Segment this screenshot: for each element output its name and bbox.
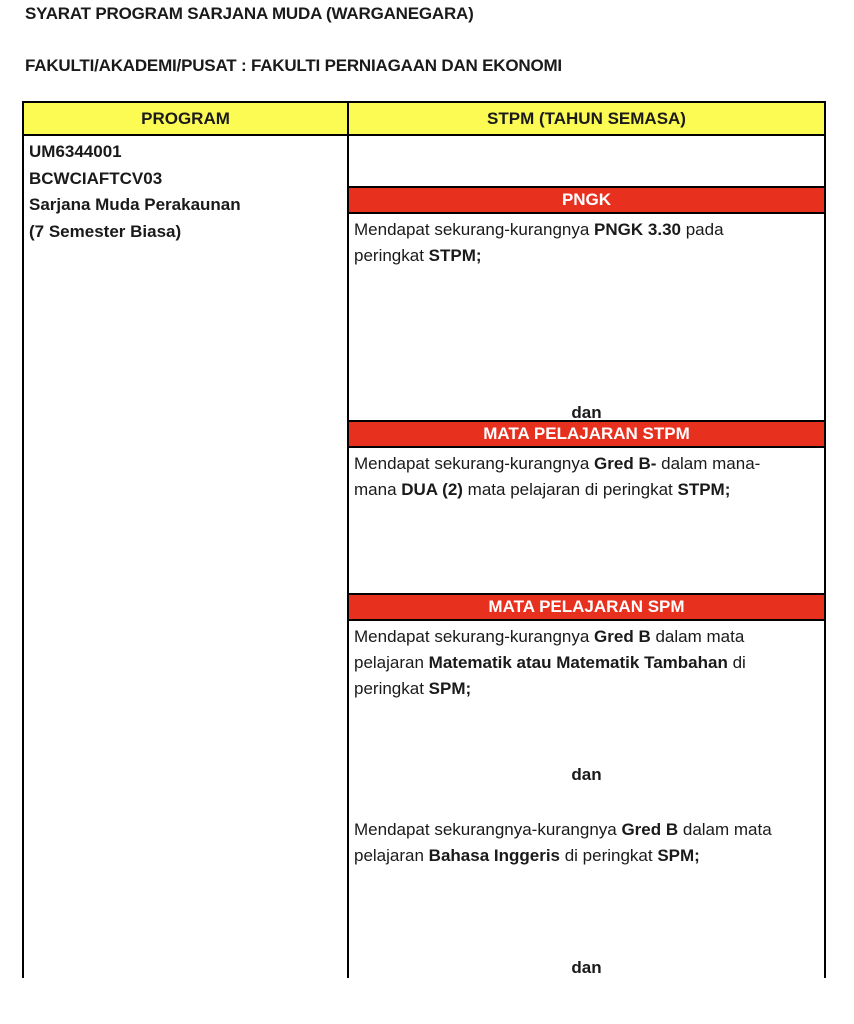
empty-cell xyxy=(349,136,824,188)
requirements-table xyxy=(22,101,826,978)
requirement-mata-spm xyxy=(349,621,824,978)
requirement-mata-stpm xyxy=(349,448,824,595)
requirement-pngk xyxy=(349,214,824,422)
requirement-spm-matematik-text: Mendapat sekurang-kurangnya Gred B dalam mata pelajaran Matematik atau Matematik Tambahan di peringkat SPM; xyxy=(354,627,746,698)
page-subtitle: FAKULTI/AKADEMI/PUSAT : FAKULTI PERNIAGAAN DAN EKONOMI xyxy=(25,56,562,75)
stpm-column xyxy=(349,103,824,978)
program-column xyxy=(24,103,349,978)
page-title: SYARAT PROGRAM SARJANA MUDA (WARGANEGARA) xyxy=(25,4,474,23)
requirement-pngk-text: Mendapat sekurang-kurangnya PNGK 3.30 pada peringkat STPM; xyxy=(354,220,724,265)
banner-pngk: PNGK xyxy=(349,188,824,214)
header-program: PROGRAM xyxy=(24,103,347,136)
program-info: UM6344001 BCWCIAFTCV03 Sarjana Muda Perakaunan (7 Semester Biasa) xyxy=(29,142,241,241)
connector-dan: dan xyxy=(571,765,602,784)
banner-mata-pelajaran-stpm: MATA PELAJARAN STPM xyxy=(349,422,824,448)
requirement-spm-bahasa-inggeris-text: Mendapat sekurangnya-kurangnya Gred B dalam mata pelajaran Bahasa Inggeris di peringkat SPM; xyxy=(354,820,772,865)
requirement-mata-stpm-text: Mendapat sekurang-kurangnya Gred B- dalam mana- mana DUA (2) mata pelajaran di peringkat STPM; xyxy=(354,454,761,499)
connector-dan: dan xyxy=(571,403,602,422)
banner-mata-pelajaran-spm: MATA PELAJARAN SPM xyxy=(349,595,824,621)
header-stpm: STPM (TAHUN SEMASA) xyxy=(349,103,824,136)
connector-dan: dan xyxy=(571,958,602,977)
